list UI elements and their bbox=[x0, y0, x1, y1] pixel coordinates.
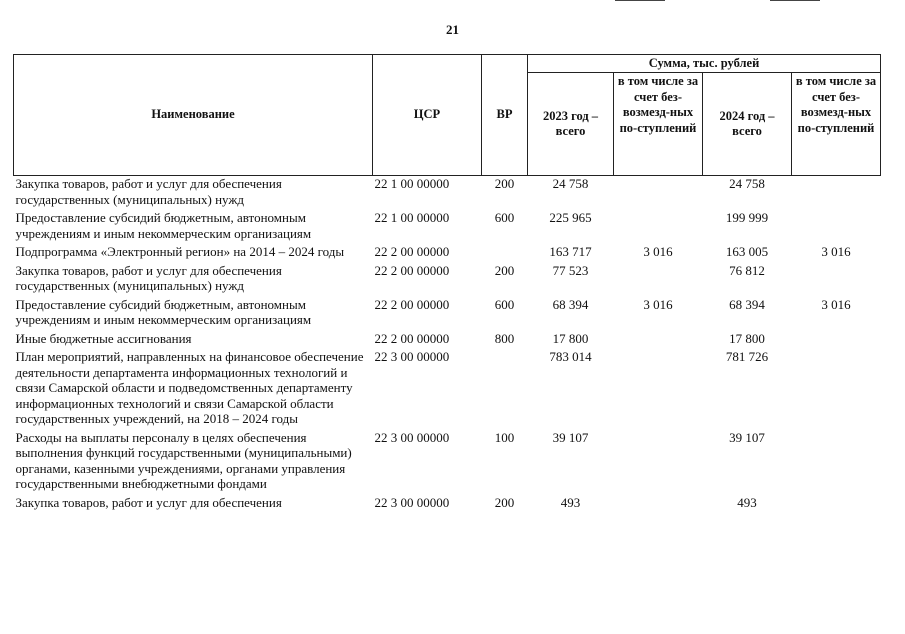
row-2024-gratuitous bbox=[792, 430, 881, 492]
row-2023-total: 39 107 bbox=[552, 429, 589, 445]
row-csr: 22 3 00 00000 bbox=[374, 429, 450, 445]
row-2023-gratuitous bbox=[614, 349, 703, 427]
page-number: 21 bbox=[446, 22, 459, 37]
row-2024-total: 493 bbox=[737, 494, 757, 510]
header-name: Наименование bbox=[14, 55, 373, 176]
row-vr bbox=[482, 349, 528, 427]
row-2024-gratuitous bbox=[792, 210, 881, 241]
row-csr: 22 2 00 00000 bbox=[374, 296, 450, 312]
row-2024-gratuitous bbox=[792, 263, 881, 294]
row-2023-gratuitous bbox=[614, 263, 703, 294]
header-sum-group: Сумма, тыс. рублей bbox=[528, 55, 881, 73]
row-2024-total: 24 758 bbox=[729, 176, 765, 191]
row-csr: 22 2 00 00000 bbox=[374, 330, 450, 346]
row-csr: 22 2 00 00000 bbox=[374, 262, 450, 278]
row-2023-gratuitous bbox=[614, 430, 703, 492]
row-vr: 100 bbox=[494, 429, 515, 445]
scan-edge-line bbox=[770, 0, 820, 1]
row-2024-total: 76 812 bbox=[729, 262, 765, 278]
header-2024-total: 2024 год – всего bbox=[703, 73, 792, 176]
row-2024-gratuitous: 3 016 bbox=[821, 296, 851, 312]
row-2024-total: 39 107 bbox=[729, 429, 765, 445]
row-vr: 200 bbox=[494, 262, 515, 278]
row-2023-gratuitous: 3 016 bbox=[643, 296, 673, 312]
row-vr bbox=[482, 244, 528, 260]
row-2023-gratuitous bbox=[614, 210, 703, 241]
table-row bbox=[14, 297, 881, 328]
row-vr: 600 bbox=[494, 210, 515, 225]
row-2023-gratuitous bbox=[614, 176, 703, 208]
row-2023-gratuitous: 3 016 bbox=[643, 244, 673, 259]
row-name: Расходы на выплаты персоналу в целях обеспечения выполнения функций государственными (муниципальными) органами, казенными учреждениями, органами управления государственными внебюджетными фондами bbox=[15, 429, 352, 491]
row-name: Иные бюджетные ассигнования bbox=[15, 330, 192, 346]
header-vr: ВР bbox=[482, 55, 528, 176]
table-row bbox=[14, 349, 881, 427]
row-name: Закупка товаров, работ и услуг для обеспечения государственных (муниципальных) нужд bbox=[15, 176, 282, 207]
row-2023-gratuitous bbox=[614, 495, 703, 511]
row-2024-gratuitous bbox=[792, 495, 881, 511]
budget-table bbox=[13, 54, 881, 510]
row-2023-total: 493 bbox=[560, 494, 581, 510]
row-2024-total: 163 005 bbox=[725, 244, 769, 259]
row-name: План мероприятий, направленных на финансовое обеспечение деятельности департамента информационных технологий и связи Самарской области и подведомственных департаменту информационных технологий и связи Самарской области государственных учреждений, на 2018 – 2024 годы bbox=[15, 349, 364, 426]
row-vr: 800 bbox=[494, 330, 515, 346]
row-name: Предоставление субсидий бюджетным, автономным учреждениям и иным некоммерческим организациям bbox=[15, 210, 312, 241]
table-row bbox=[14, 430, 881, 492]
table-row bbox=[14, 263, 881, 294]
row-csr: 22 2 00 00000 bbox=[374, 244, 450, 259]
row-2024-gratuitous bbox=[792, 176, 881, 208]
table-body bbox=[14, 176, 881, 511]
table-row bbox=[14, 331, 881, 347]
row-2023-total: 77 523 bbox=[552, 262, 589, 278]
header-csr: ЦСР bbox=[373, 55, 482, 176]
header-2023-total: 2023 год – всего bbox=[528, 73, 614, 176]
header-2023-gratuitous: в том числе за счет без-возмезд-ных по-ступлений bbox=[614, 73, 703, 176]
row-csr: 22 3 00 00000 bbox=[374, 349, 450, 364]
header-2024-gratuitous: в том числе за счет без-возмезд-ных по-ступлений bbox=[792, 73, 881, 176]
row-2023-total: 225 965 bbox=[549, 210, 592, 225]
row-2023-total: 68 394 bbox=[552, 296, 589, 312]
row-vr: 200 bbox=[494, 176, 515, 191]
row-2023-gratuitous bbox=[614, 331, 703, 347]
row-2024-gratuitous bbox=[792, 349, 881, 427]
row-csr: 22 1 00 00000 bbox=[374, 210, 450, 225]
row-2024-total: 17 800 bbox=[729, 330, 765, 346]
row-2024-gratuitous: 3 016 bbox=[821, 244, 851, 259]
row-vr: 200 bbox=[494, 494, 515, 510]
table-row bbox=[14, 495, 881, 511]
row-2023-total: 17 800 bbox=[552, 330, 589, 346]
table-row bbox=[14, 244, 881, 260]
row-2024-total: 199 999 bbox=[725, 210, 769, 225]
row-name: Подпрограмма «Электронный регион» на 2014 – 2024 годы bbox=[15, 244, 345, 259]
row-2023-total: 24 758 bbox=[552, 176, 589, 191]
scan-edge-line bbox=[615, 0, 665, 1]
row-2024-gratuitous bbox=[792, 331, 881, 347]
row-2023-total: 163 717 bbox=[549, 244, 592, 259]
row-2024-total: 781 726 bbox=[725, 349, 769, 364]
row-name: Предоставление субсидий бюджетным, автономным учреждениям и иным некоммерческим организациям bbox=[15, 296, 312, 327]
table-row bbox=[14, 210, 881, 241]
row-2023-total: 783 014 bbox=[549, 349, 592, 364]
row-name: Закупка товаров, работ и услуг для обеспечения государственных (муниципальных) нужд bbox=[15, 262, 282, 293]
row-name: Закупка товаров, работ и услуг для обеспечения bbox=[15, 494, 282, 510]
row-csr: 22 3 00 00000 bbox=[374, 494, 450, 510]
row-csr: 22 1 00 00000 bbox=[374, 176, 450, 191]
table-row bbox=[14, 176, 881, 208]
row-2024-total: 68 394 bbox=[729, 296, 765, 312]
row-vr: 600 bbox=[494, 296, 515, 312]
